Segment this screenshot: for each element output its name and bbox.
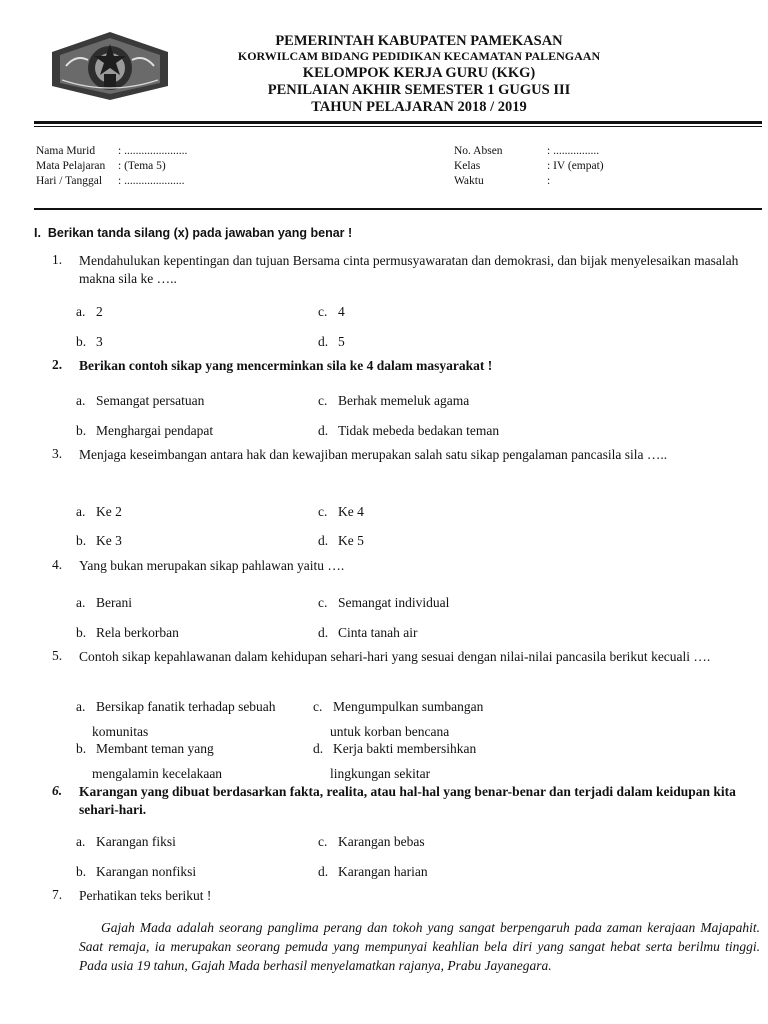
question-text: Mendahulukan kepentingan dan tujuan Bersama cinta permusyawaratan dan demokrasi, dan bijak menyelesaikan masalah makna sila ke ….. <box>79 253 739 286</box>
class-label: Kelas <box>454 160 481 172</box>
option-letter: c. <box>313 699 323 714</box>
option-text: Semangat individual <box>338 595 450 610</box>
option-text: Karangan bebas <box>338 834 425 849</box>
question-text: Perhatikan teks berikut ! <box>79 888 212 903</box>
option-letter: b. <box>76 625 87 640</box>
section-number: I. <box>34 226 41 240</box>
option-a[interactable] <box>76 304 103 320</box>
option-letter: c. <box>318 595 328 610</box>
option-letter: a. <box>76 699 86 714</box>
option-letter: b. <box>76 423 87 438</box>
question-number: 3. <box>52 446 63 461</box>
option-d[interactable] <box>318 423 499 439</box>
option-d[interactable] <box>318 625 417 641</box>
option-a[interactable] <box>76 834 176 850</box>
option-a[interactable] <box>76 504 122 520</box>
option-text: Membant teman yang <box>96 741 214 756</box>
option-c[interactable] <box>313 699 483 715</box>
option-b[interactable] <box>76 423 213 439</box>
question-text: Yang bukan merupakan sikap pahlawan yaitu …. <box>79 558 345 573</box>
option-text: Berani <box>96 595 132 610</box>
option-text: Ke 3 <box>96 533 122 548</box>
time-label: Waktu <box>454 175 484 187</box>
option-text: Ke 5 <box>338 533 364 548</box>
option-c[interactable] <box>318 393 469 409</box>
name-field[interactable]: : ...................... <box>118 145 188 157</box>
option-b[interactable] <box>76 334 103 350</box>
option-a[interactable] <box>76 595 132 611</box>
option-a-continued: komunitas <box>92 724 149 739</box>
option-text: Bersikap fanatik terhadap sebuah <box>96 699 276 714</box>
reading-passage: Gajah Mada adalah seorang panglima perang dan tokoh yang sangat berpengaruh pada zaman kerajaan Majapahit. Saat remaja, ia merupakan seorang pemuda yang mempunyai keahlian bela diri yang sangat hebat serta berilmu tinggi. Pada usia 19 tahun, Gajah Mada berhasil menyelamatkan rajanya, Prabu Jayanegara. <box>79 920 760 973</box>
option-text: 2 <box>96 304 103 319</box>
option-letter: a. <box>76 304 86 319</box>
option-text: Semangat persatuan <box>96 393 205 408</box>
subject-label: Mata Pelajaran <box>36 160 106 172</box>
header-line-4: PENILAIAN AKHIR SEMESTER 1 GUGUS III <box>267 82 571 98</box>
option-letter: d. <box>318 423 329 438</box>
header-divider <box>34 121 762 124</box>
option-a[interactable] <box>76 393 204 409</box>
option-a[interactable] <box>76 699 276 715</box>
option-letter: c. <box>318 393 328 408</box>
question-text: Contoh sikap kepahlawanan dalam kehidupan sehari-hari yang sesuai dengan nilai-nilai pancasila berikut kecuali …. <box>79 649 711 664</box>
option-c[interactable] <box>318 834 425 850</box>
class-value: : IV (empat) <box>547 160 604 172</box>
header-divider-thin <box>34 126 762 127</box>
option-letter: d. <box>313 741 324 756</box>
section-title <box>34 226 352 240</box>
question-number: 6. <box>52 783 63 798</box>
section-instruction: Berikan tanda silang (x) pada jawaban yang benar ! <box>47 226 353 240</box>
option-text: Cinta tanah air <box>338 625 418 640</box>
question-number: 1. <box>52 252 63 267</box>
option-text: Karangan fiksi <box>96 834 176 849</box>
date-field[interactable]: : ..................... <box>118 175 185 187</box>
option-text: 3 <box>96 334 103 349</box>
option-letter: d. <box>318 334 329 349</box>
time-value: : <box>547 175 551 187</box>
option-c[interactable] <box>318 504 364 520</box>
option-letter: a. <box>76 393 86 408</box>
option-c[interactable] <box>318 304 345 320</box>
option-b[interactable] <box>76 625 179 641</box>
option-letter: d. <box>318 625 329 640</box>
option-text: Berhak memeluk agama <box>338 393 470 408</box>
option-d[interactable] <box>313 741 476 757</box>
option-text: Mengumpulkan sumbangan <box>333 699 484 714</box>
option-b[interactable] <box>76 864 196 880</box>
absen-label: No. Absen <box>454 145 503 157</box>
option-text: Karangan nonfiksi <box>96 864 197 879</box>
header-line-2: KORWILCAM BIDANG PEDIDIKAN KECAMATAN PALENGAAN <box>237 49 601 63</box>
option-b[interactable] <box>76 533 122 549</box>
option-b[interactable] <box>76 741 214 757</box>
header-line-5: TAHUN PELAJARAN 2018 / 2019 <box>311 99 527 115</box>
option-d[interactable] <box>318 334 345 350</box>
name-label: Nama Murid <box>36 145 96 157</box>
date-label: Hari / Tanggal <box>36 175 103 187</box>
option-text: Kerja bakti membersihkan <box>333 741 477 756</box>
question-number: 4. <box>52 557 63 572</box>
option-d[interactable] <box>318 864 428 880</box>
option-letter: b. <box>76 533 87 548</box>
question-number: 7. <box>52 887 63 902</box>
option-b-continued: mengalamin kecelakaan <box>92 766 223 781</box>
question-number: 2. <box>52 357 63 372</box>
header-line-1: PEMERINTAH KABUPATEN PAMEKASAN <box>275 33 563 49</box>
question-text: Menjaga keseimbangan antara hak dan kewajiban merupakan salah satu sikap pengalaman pancasila sila ….. <box>79 447 668 462</box>
question-text: Berikan contoh sikap yang mencerminkan sila ke 4 dalam masyarakat ! <box>79 358 493 373</box>
option-letter: b. <box>76 864 87 879</box>
option-text: 5 <box>338 334 345 349</box>
option-c-continued: untuk korban bencana <box>330 724 450 739</box>
question-number: 5. <box>52 648 63 663</box>
absen-field[interactable]: : ................ <box>547 145 600 157</box>
option-text: Rela berkorban <box>96 625 179 640</box>
option-letter: c. <box>318 834 328 849</box>
identity-divider <box>34 208 762 210</box>
subject-value: : (Tema 5) <box>118 160 166 172</box>
option-letter: b. <box>76 741 87 756</box>
option-letter: d. <box>318 864 329 879</box>
option-text: Tidak mebeda bedakan teman <box>338 423 500 438</box>
option-c[interactable] <box>318 595 449 611</box>
question-text: Karangan yang dibuat berdasarkan fakta, realita, atau hal-hal yang benar-benar dan terjadi dalam keidupan kita sehari-hari. <box>79 784 736 817</box>
option-letter: c. <box>318 504 328 519</box>
option-letter: b. <box>76 334 87 349</box>
option-letter: d. <box>318 533 329 548</box>
option-text: 4 <box>338 304 345 319</box>
option-text: Ke 4 <box>338 504 364 519</box>
option-letter: a. <box>76 834 86 849</box>
option-letter: a. <box>76 595 86 610</box>
header-line-3: KELOMPOK KERJA GURU (KKG) <box>302 65 536 81</box>
option-text: Karangan harian <box>338 864 428 879</box>
option-d[interactable] <box>318 533 364 549</box>
option-d-continued: lingkungan sekitar <box>330 766 431 781</box>
option-letter: c. <box>318 304 328 319</box>
option-text: Ke 2 <box>96 504 122 519</box>
option-letter: a. <box>76 504 86 519</box>
option-text: Menghargai pendapat <box>96 423 214 438</box>
